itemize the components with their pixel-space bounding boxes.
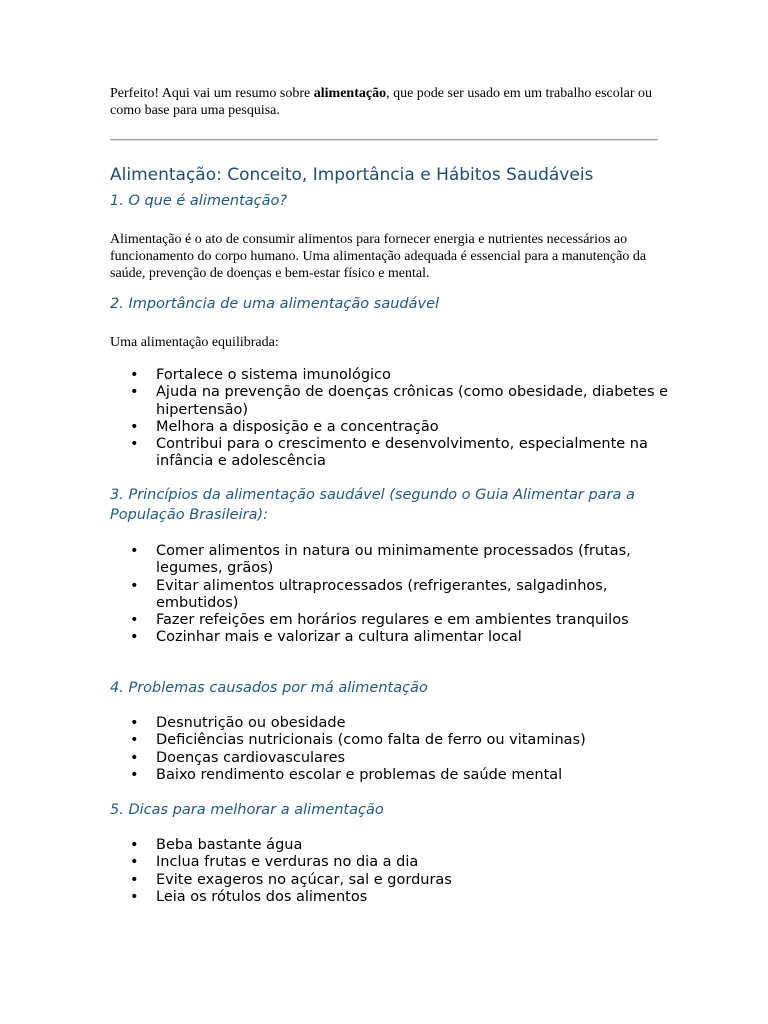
section-4-list	[110, 715, 670, 784]
intro-text-start: Perfeito! Aqui vai um resumo sobre	[110, 86, 314, 101]
intro-paragraph	[110, 85, 658, 119]
list-item: • Inclua frutas e verduras no dia a dia	[110, 854, 670, 871]
list-item: • Fazer refeições em horários regulares e em ambientes tranquilos	[110, 612, 670, 629]
intro-text-end: , que pode ser usado em um trabalho escolar ou como base para uma pesquisa.	[110, 86, 652, 118]
section-2-heading: 2. Importância de uma alimentação saudável	[110, 296, 440, 312]
section-1-paragraph: Alimentação é o ato de consumir alimentos para fornecer energia e nutrientes necessários ao funcionamento do corpo humano. Uma alimentação adequada é essencial para a manutenção da saúde, prevenção de doenças e bem-estar físico e mental.	[110, 232, 647, 281]
list-item: • Evite exageros no açúcar, sal e gorduras	[110, 872, 670, 889]
document-title: Alimentação: Conceito, Importância e Hábitos Saudáveis	[110, 165, 594, 185]
list-item: • Contribui para o crescimento e desenvolvimento, especialmente na infância e adolescência	[110, 436, 670, 471]
horizontal-divider	[110, 139, 658, 141]
list-item: • Beba bastante água	[110, 837, 670, 854]
list-item: • Baixo rendimento escolar e problemas de saúde mental	[110, 767, 670, 784]
section-5-heading: 5. Dicas para melhorar a alimentação	[110, 802, 384, 818]
section-4-heading: 4. Problemas causados por má alimentação	[110, 680, 428, 696]
section-3-list	[110, 543, 670, 647]
list-item: • Fortalece o sistema imunológico	[110, 367, 670, 384]
section-5-list	[110, 837, 670, 906]
intro-bold-word: alimentação	[313, 86, 387, 101]
list-item: • Evitar alimentos ultraprocessados (refrigerantes, salgadinhos, embutidos)	[110, 578, 670, 613]
list-item: • Ajuda na prevenção de doenças crônicas (como obesidade, diabetes e hipertensão)	[110, 384, 670, 419]
section-1-heading: 1. O que é alimentação?	[110, 193, 288, 209]
section-3-heading: 3. Princípios da alimentação saudável (segundo o Guia Alimentar para a População Brasileira):	[110, 487, 635, 523]
section-2-list	[110, 367, 670, 471]
list-item: • Leia os rótulos dos alimentos	[110, 889, 670, 906]
list-item: • Doenças cardiovasculares	[110, 750, 670, 767]
section-2-lead: Uma alimentação equilibrada:	[110, 335, 279, 350]
list-item: • Comer alimentos in natura ou minimamente processados (frutas, legumes, grãos)	[110, 543, 670, 578]
list-item: • Desnutrição ou obesidade	[110, 715, 670, 732]
list-item: • Deficiências nutricionais (como falta de ferro ou vitaminas)	[110, 732, 670, 749]
list-item: • Cozinhar mais e valorizar a cultura alimentar local	[110, 629, 670, 646]
list-item: • Melhora a disposição e a concentração	[110, 419, 670, 436]
